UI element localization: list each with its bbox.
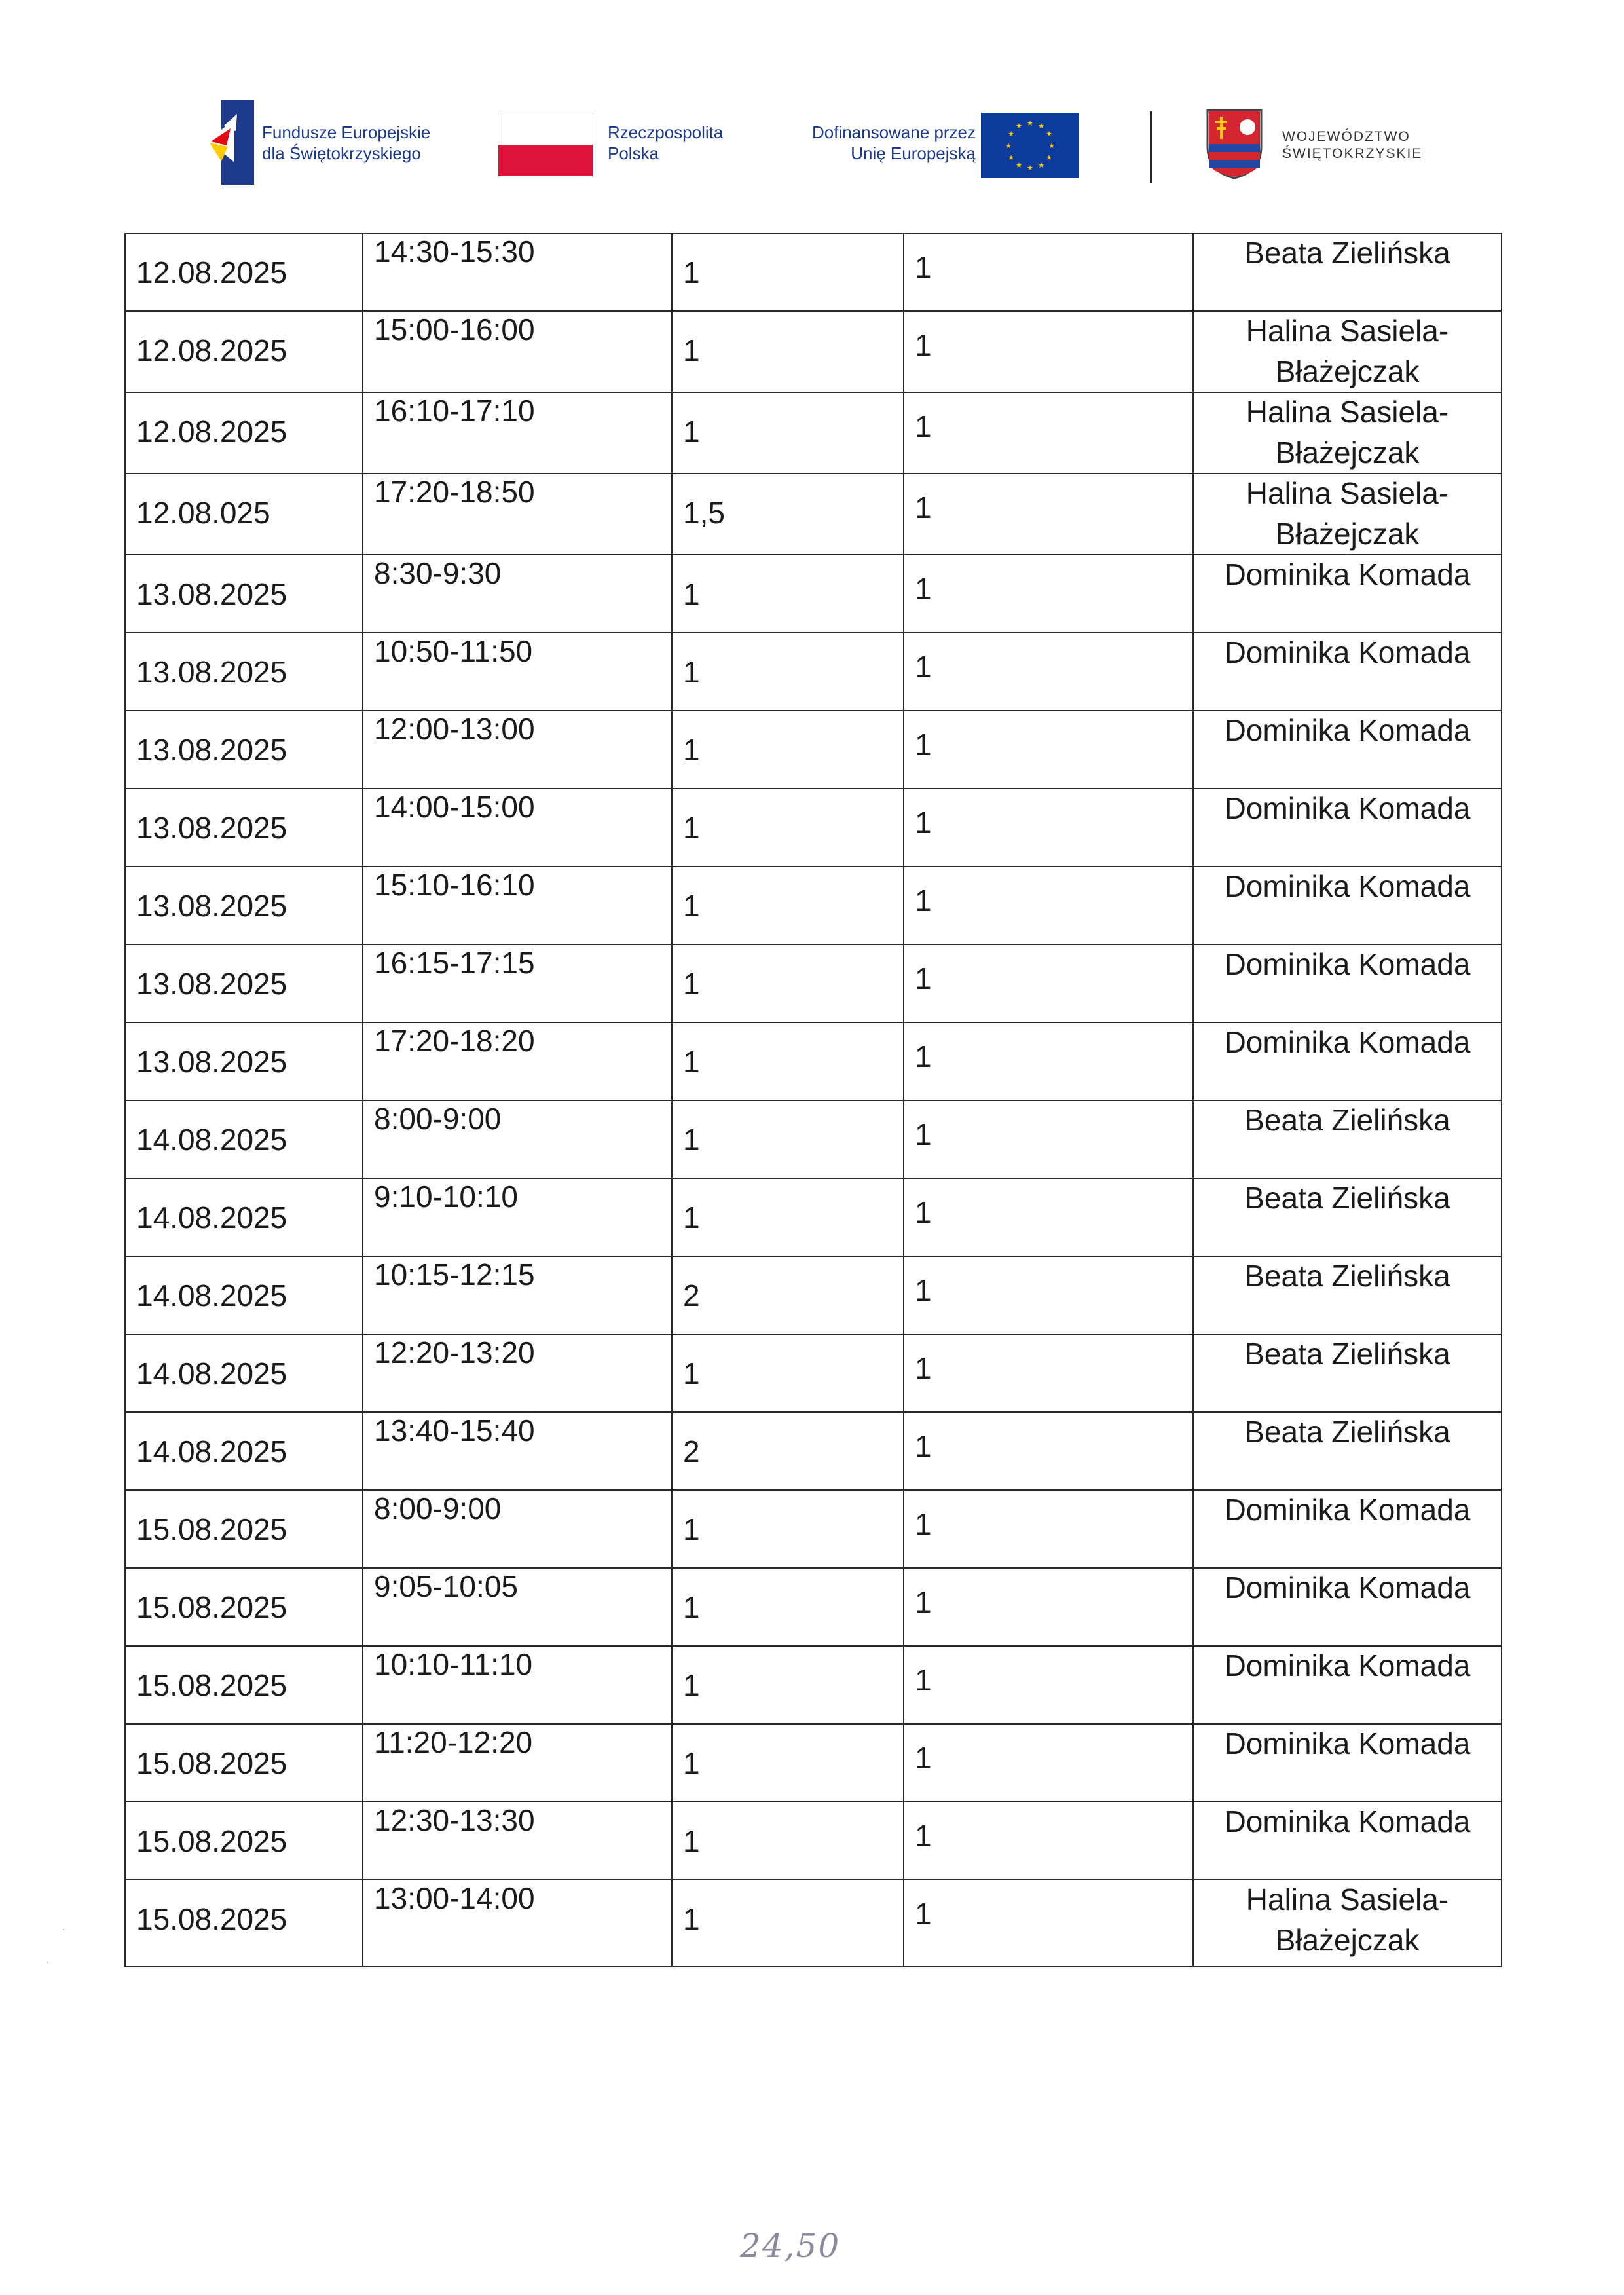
date-cell: 15.08.2025 [125, 1490, 363, 1568]
hours-cell: 2 [672, 1256, 904, 1334]
instructor-cell: Beata Zielińska [1193, 233, 1502, 311]
hours-cell: 1 [672, 1490, 904, 1568]
time-cell: 15:10-16:10 [363, 867, 672, 944]
time-cell: 8:00-9:00 [363, 1490, 672, 1568]
time-cell: 17:20-18:50 [363, 474, 672, 555]
european-funds-text: Fundusze Europejskie dla Świętokrzyskiego [262, 122, 431, 163]
instructor-cell: Beata Zielińska [1193, 1256, 1502, 1334]
date-cell: 12.08.2025 [125, 392, 363, 474]
european-funds-logo-icon [208, 100, 255, 185]
date-cell: 14.08.2025 [125, 1100, 363, 1178]
table-row [125, 1022, 1502, 1100]
date-cell: 15.08.2025 [125, 1568, 363, 1646]
table-row [125, 1100, 1502, 1178]
time-cell: 8:30-9:30 [363, 555, 672, 633]
scan-speck: · [46, 1955, 50, 1968]
date-cell: 14.08.2025 [125, 1334, 363, 1412]
time-cell: 13:40-15:40 [363, 1412, 672, 1490]
table-row [125, 1412, 1502, 1490]
svg-text:★: ★ [1008, 153, 1014, 162]
hours-cell: 1 [672, 392, 904, 474]
date-cell: 13.08.2025 [125, 789, 363, 867]
count-cell: 1 [904, 1256, 1193, 1334]
table-row [125, 474, 1502, 555]
count-cell: 1 [904, 1022, 1193, 1100]
poland-text: Rzeczpospolita Polska [608, 122, 724, 163]
time-cell: 8:00-9:00 [363, 1100, 672, 1178]
svg-text:★: ★ [1027, 164, 1033, 172]
hours-cell: 1 [672, 1880, 904, 1966]
table-row [125, 392, 1502, 474]
svg-text:★: ★ [1027, 119, 1033, 128]
logo-divider [1150, 111, 1152, 183]
date-cell: 15.08.2025 [125, 1880, 363, 1966]
date-cell: 13.08.2025 [125, 1022, 363, 1100]
count-cell: 1 [904, 1334, 1193, 1412]
eu-cofinanced-text: Dofinansowane przez Unię Europejską [811, 122, 976, 163]
table-row [125, 867, 1502, 944]
svg-text:★: ★ [1038, 122, 1044, 130]
date-cell: 14.08.2025 [125, 1412, 363, 1490]
table-row [125, 944, 1502, 1022]
hours-cell: 1 [672, 233, 904, 311]
table-row [125, 1178, 1502, 1256]
date-cell: 15.08.2025 [125, 1646, 363, 1724]
instructor-cell: Dominika Komada [1193, 1568, 1502, 1646]
count-cell: 1 [904, 711, 1193, 789]
date-cell: 15.08.2025 [125, 1802, 363, 1880]
time-cell: 10:50-11:50 [363, 633, 672, 711]
svg-text:★: ★ [1048, 141, 1055, 150]
date-cell: 14.08.2025 [125, 1256, 363, 1334]
table-row [125, 1802, 1502, 1880]
time-cell: 10:10-11:10 [363, 1646, 672, 1724]
hours-cell: 1 [672, 1724, 904, 1802]
table-row [125, 1490, 1502, 1568]
poland-flag-icon [498, 113, 593, 176]
table-row [125, 1880, 1502, 1966]
table-row [125, 1256, 1502, 1334]
date-cell: 12.08.2025 [125, 311, 363, 392]
svg-text:★: ★ [1046, 153, 1052, 162]
svg-text:★: ★ [1016, 161, 1022, 170]
count-cell: 1 [904, 392, 1193, 474]
instructor-cell: Dominika Komada [1193, 1490, 1502, 1568]
voivodeship-text: WOJEWÓDZTWO ŚWIĘTOKRZYSKIE [1282, 129, 1423, 161]
count-cell: 1 [904, 1646, 1193, 1724]
table-row [125, 1568, 1502, 1646]
schedule-table [124, 233, 1502, 1967]
handwritten-total: 24,50 [740, 2227, 841, 2265]
instructor-cell: Halina Sasiela-Błażejczak [1193, 311, 1502, 392]
time-cell: 14:30-15:30 [363, 233, 672, 311]
instructor-cell: Dominika Komada [1193, 711, 1502, 789]
hours-cell: 1 [672, 1022, 904, 1100]
date-cell: 13.08.2025 [125, 633, 363, 711]
time-cell: 14:00-15:00 [363, 789, 672, 867]
time-cell: 11:20-12:20 [363, 1724, 672, 1802]
hours-cell: 1,5 [672, 474, 904, 555]
count-cell: 1 [904, 311, 1193, 392]
time-cell: 12:20-13:20 [363, 1334, 672, 1412]
instructor-cell: Dominika Komada [1193, 1646, 1502, 1724]
time-cell: 15:00-16:00 [363, 311, 672, 392]
instructor-cell: Dominika Komada [1193, 1022, 1502, 1100]
instructor-cell: Beata Zielińska [1193, 1412, 1502, 1490]
table-row [125, 1646, 1502, 1724]
table-row [125, 1334, 1502, 1412]
table-row [125, 789, 1502, 867]
hours-cell: 1 [672, 633, 904, 711]
count-cell: 1 [904, 789, 1193, 867]
table-row [125, 555, 1502, 633]
time-cell: 16:15-17:15 [363, 944, 672, 1022]
count-cell: 1 [904, 944, 1193, 1022]
instructor-cell: Dominika Komada [1193, 1802, 1502, 1880]
count-cell: 1 [904, 1568, 1193, 1646]
instructor-cell: Beata Zielińska [1193, 1334, 1502, 1412]
hours-cell: 1 [672, 555, 904, 633]
time-cell: 9:10-10:10 [363, 1178, 672, 1256]
hours-cell: 1 [672, 1802, 904, 1880]
count-cell: 1 [904, 1178, 1193, 1256]
instructor-cell: Dominika Komada [1193, 867, 1502, 944]
hours-cell: 2 [672, 1412, 904, 1490]
date-cell: 12.08.025 [125, 474, 363, 555]
instructor-cell: Halina Sasiela-Błażejczak [1193, 1880, 1502, 1966]
count-cell: 1 [904, 233, 1193, 311]
time-cell: 9:05-10:05 [363, 1568, 672, 1646]
instructor-cell: Beata Zielińska [1193, 1100, 1502, 1178]
date-cell: 14.08.2025 [125, 1178, 363, 1256]
time-cell: 16:10-17:10 [363, 392, 672, 474]
hours-cell: 1 [672, 1646, 904, 1724]
instructor-cell: Dominika Komada [1193, 633, 1502, 711]
schedule-table-body [125, 233, 1502, 1966]
instructor-cell: Dominika Komada [1193, 789, 1502, 867]
instructor-cell: Halina Sasiela-Błażejczak [1193, 474, 1502, 555]
time-cell: 13:00-14:00 [363, 1880, 672, 1966]
date-cell: 13.08.2025 [125, 944, 363, 1022]
instructor-cell: Dominika Komada [1193, 944, 1502, 1022]
hours-cell: 1 [672, 311, 904, 392]
hours-cell: 1 [672, 1178, 904, 1256]
svg-text:★: ★ [1005, 141, 1012, 150]
table-row [125, 711, 1502, 789]
time-cell: 17:20-18:20 [363, 1022, 672, 1100]
table-row [125, 311, 1502, 392]
hours-cell: 1 [672, 789, 904, 867]
svg-text:★: ★ [1046, 130, 1052, 138]
date-cell: 12.08.2025 [125, 233, 363, 311]
time-cell: 10:15-12:15 [363, 1256, 672, 1334]
hours-cell: 1 [672, 867, 904, 944]
hours-cell: 1 [672, 1334, 904, 1412]
table-row [125, 1724, 1502, 1802]
hours-cell: 1 [672, 1100, 904, 1178]
hours-cell: 1 [672, 711, 904, 789]
coat-of-arms-icon [1205, 107, 1264, 179]
eu-flag-icon [981, 113, 1079, 178]
table-row [125, 633, 1502, 711]
count-cell: 1 [904, 555, 1193, 633]
scan-speck: · [62, 1922, 65, 1935]
date-cell: 13.08.2025 [125, 711, 363, 789]
hours-cell: 1 [672, 1568, 904, 1646]
count-cell: 1 [904, 867, 1193, 944]
svg-text:★: ★ [1016, 122, 1022, 130]
logo-bar [196, 98, 1441, 196]
time-cell: 12:00-13:00 [363, 711, 672, 789]
count-cell: 1 [904, 1490, 1193, 1568]
count-cell: 1 [904, 1802, 1193, 1880]
hours-cell: 1 [672, 944, 904, 1022]
date-cell: 13.08.2025 [125, 867, 363, 944]
time-cell: 12:30-13:30 [363, 1802, 672, 1880]
count-cell: 1 [904, 1880, 1193, 1966]
date-cell: 15.08.2025 [125, 1724, 363, 1802]
count-cell: 1 [904, 1412, 1193, 1490]
instructor-cell: Dominika Komada [1193, 555, 1502, 633]
instructor-cell: Beata Zielińska [1193, 1178, 1502, 1256]
instructor-cell: Halina Sasiela-Błażejczak [1193, 392, 1502, 474]
date-cell: 13.08.2025 [125, 555, 363, 633]
instructor-cell: Dominika Komada [1193, 1724, 1502, 1802]
svg-text:★: ★ [1008, 130, 1014, 138]
table-row [125, 233, 1502, 311]
count-cell: 1 [904, 1100, 1193, 1178]
count-cell: 1 [904, 474, 1193, 555]
count-cell: 1 [904, 633, 1193, 711]
svg-text:★: ★ [1038, 161, 1044, 170]
count-cell: 1 [904, 1724, 1193, 1802]
